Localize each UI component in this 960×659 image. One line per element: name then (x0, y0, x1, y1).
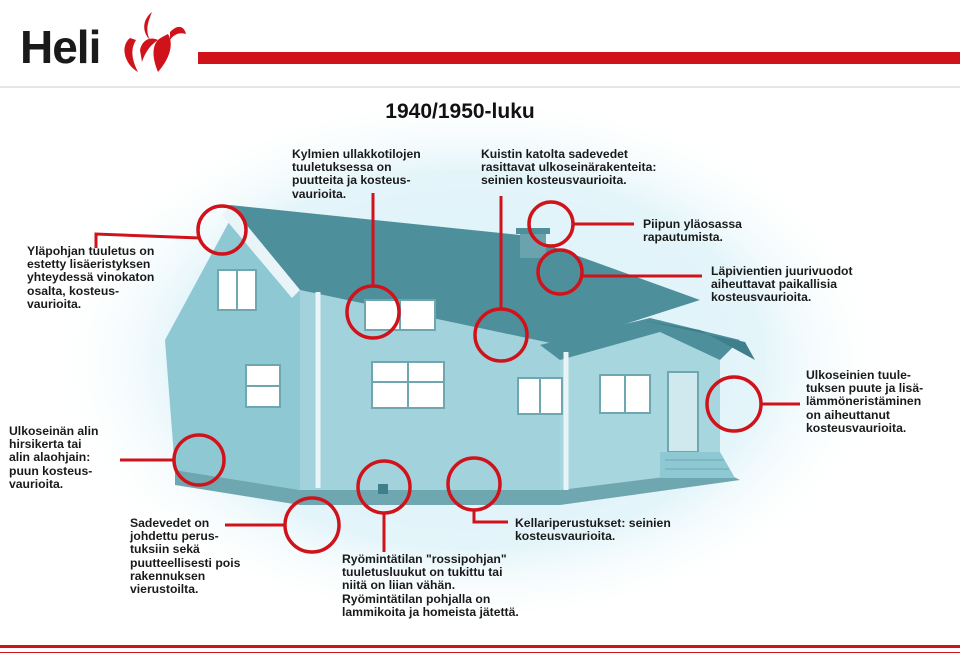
label-bottom-log: Ulkoseinän alin hirsikerta tai alin alaohjain: puun kosteus- vaurioita. (9, 424, 99, 491)
brand-name: Heli (20, 21, 101, 73)
footer-accent-line-thin (0, 652, 960, 653)
footer-accent-line (0, 645, 960, 648)
diagram-title: 1940/1950-luku (385, 100, 535, 123)
label-rainwater: Sadevedet on johdettu perus- tuksiin sekä puutteellisesti pois rakennuksen vierustoilta. (130, 516, 241, 597)
label-wall-insulation: Ulkoseinien tuule- tuksen puute ja lisä- lämmöneristäminen on aiheuttanut kosteusvaurioita. (806, 368, 924, 435)
label-basement: Kellariperustukset: seinien kosteusvaurioita. (515, 516, 671, 544)
label-roof-ventilation: Yläpohjan tuuletus on estetty lisäeristyksen yhteydessä vinokaton osalta, kosteus- vaurioita. (27, 244, 155, 311)
label-crawlspace: Ryömintätilan "rossipohjan" tuuletusluukut on tukittu tai niitä on liian vähän. Ryömintätilan pohjalla on lammikoita ja homeista jätettä. (342, 552, 519, 619)
label-penetrations: Läpivientien juurivuodot aiheuttavat paikallisia kosteusvaurioita. (711, 264, 853, 305)
label-attic-ventilation: Kylmien ullakkotilojen tuuletuksessa on puutteita ja kosteus- vaurioita. (292, 147, 421, 201)
label-porch-roof: Kuistin katolta sadevedet rasittavat ulkoseinärakenteita: seinien kosteusvaurioita. (481, 147, 657, 188)
label-chimney-top: Piipun yläosassa rapautumista. (643, 217, 742, 245)
